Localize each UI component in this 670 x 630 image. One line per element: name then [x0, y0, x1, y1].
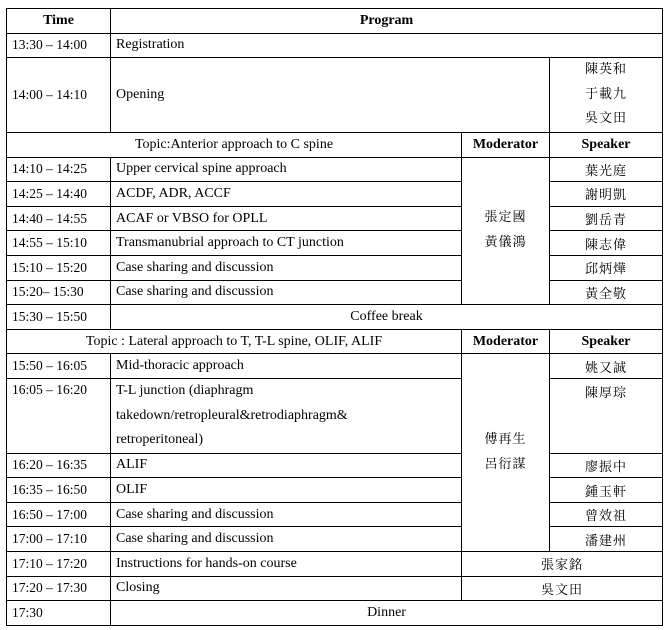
session-speaker: 邱炳燁 — [550, 255, 663, 280]
session-time: 17:00 – 17:10 — [7, 527, 111, 552]
closing-label: Closing — [111, 576, 462, 601]
session-speaker: 潘建州 — [550, 527, 663, 552]
section2-moderators — [462, 354, 550, 552]
opening-speaker-2: 于載九 — [585, 86, 628, 102]
table-row — [7, 502, 663, 527]
section2-topic-row — [7, 329, 663, 354]
instructions-speaker: 張家銘 — [462, 552, 663, 577]
session-title: Case sharing and discussion — [111, 527, 462, 552]
table-row — [7, 231, 663, 256]
table-row — [7, 157, 663, 182]
session-time: 14:25 – 14:40 — [7, 182, 111, 207]
header-row — [7, 9, 663, 34]
session-time: 14:10 – 14:25 — [7, 157, 111, 182]
opening-speaker-3: 吳文田 — [585, 111, 628, 127]
session-time: 15:50 – 16:05 — [7, 354, 111, 379]
table-row — [7, 453, 663, 478]
dinner-time: 17:30 — [7, 601, 111, 626]
session-speaker: 謝明凱 — [550, 182, 663, 207]
instructions-time: 17:10 – 17:20 — [7, 552, 111, 577]
opening-label: Opening — [111, 58, 550, 133]
coffee-time: 15:30 – 15:50 — [7, 305, 111, 330]
table-row — [7, 527, 663, 552]
session-time: 15:10 – 15:20 — [7, 255, 111, 280]
table-row — [7, 354, 663, 379]
session-title: Case sharing and discussion — [111, 280, 462, 305]
section1-moderator-2: 黃儀鴻 — [484, 234, 527, 250]
session-title-line-1: T-L junction (diaphragm — [116, 382, 254, 398]
session-speaker: 黃全敬 — [550, 280, 663, 305]
schedule-table — [6, 8, 663, 626]
session-time: 16:50 – 17:00 — [7, 502, 111, 527]
section2-moderator-header: Moderator — [462, 329, 550, 354]
table-row — [7, 280, 663, 305]
session-title: Transmanubrial approach to CT junction — [111, 231, 462, 256]
section1-moderators — [462, 157, 550, 305]
dinner-row — [7, 601, 663, 626]
session-speaker: 葉光庭 — [550, 157, 663, 182]
session-speaker: 劉岳青 — [550, 206, 663, 231]
session-speaker: 姚又誠 — [550, 354, 663, 379]
table-row — [7, 378, 663, 453]
session-time: 14:55 – 15:10 — [7, 231, 111, 256]
instructions-label: Instructions for hands-on course — [111, 552, 462, 577]
session-time: 16:35 – 16:50 — [7, 478, 111, 503]
session-title: Upper cervical spine approach — [111, 157, 462, 182]
session-time: 16:20 – 16:35 — [7, 453, 111, 478]
table-row — [7, 478, 663, 503]
session-title: ALIF — [111, 453, 462, 478]
closing-row — [7, 576, 663, 601]
opening-row — [7, 58, 663, 133]
section2-moderator-1: 傅再生 — [484, 432, 527, 448]
closing-time: 17:20 – 17:30 — [7, 576, 111, 601]
opening-speaker-1: 陳英和 — [585, 62, 628, 78]
coffee-row — [7, 305, 663, 330]
opening-time: 14:00 – 14:10 — [7, 58, 111, 133]
table-row — [7, 206, 663, 231]
session-speaker: 鍾玉軒 — [550, 478, 663, 503]
session-title: Case sharing and discussion — [111, 502, 462, 527]
program-header: Program — [111, 9, 663, 34]
section1-moderator-1: 張定國 — [484, 210, 527, 226]
section1-speaker-header: Speaker — [550, 132, 663, 157]
opening-speakers — [550, 58, 663, 133]
registration-label: Registration — [111, 33, 663, 58]
session-title: Mid-thoracic approach — [111, 354, 462, 379]
closing-speaker: 吳文田 — [462, 576, 663, 601]
session-time: 16:05 – 16:20 — [7, 378, 111, 453]
session-speaker: 廖振中 — [550, 453, 663, 478]
session-speaker: 陳志偉 — [550, 231, 663, 256]
dinner-label: Dinner — [111, 601, 663, 626]
registration-time: 13:30 – 14:00 — [7, 33, 111, 58]
table-row — [7, 182, 663, 207]
session-title: OLIF — [111, 478, 462, 503]
section2-speaker-header: Speaker — [550, 329, 663, 354]
section1-moderator-header: Moderator — [462, 132, 550, 157]
section2-moderator-2: 呂衍謀 — [484, 456, 527, 472]
session-title: ACAF or VBSO for OPLL — [111, 206, 462, 231]
table-row — [7, 255, 663, 280]
section1-topic-row — [7, 132, 663, 157]
session-speaker: 陳厚琮 — [550, 378, 663, 453]
time-header: Time — [7, 9, 111, 34]
session-time: 14:40 – 14:55 — [7, 206, 111, 231]
session-title-line-3: retroperitoneal) — [116, 432, 204, 448]
session-title-multiline — [111, 378, 462, 453]
session-time: 15:20– 15:30 — [7, 280, 111, 305]
session-title: ACDF, ADR, ACCF — [111, 182, 462, 207]
coffee-label: Coffee break — [111, 305, 663, 330]
session-title: Case sharing and discussion — [111, 255, 462, 280]
section2-topic: Topic : Lateral approach to T, T-L spine, OLIF, ALIF — [7, 329, 462, 354]
session-speaker: 曾效祖 — [550, 502, 663, 527]
session-title-line-2: takedown/retropleural&retrodiaphragm& — [116, 407, 348, 423]
section1-topic: Topic:Anterior approach to C spine — [7, 132, 462, 157]
registration-row — [7, 33, 663, 58]
instructions-row — [7, 552, 663, 577]
